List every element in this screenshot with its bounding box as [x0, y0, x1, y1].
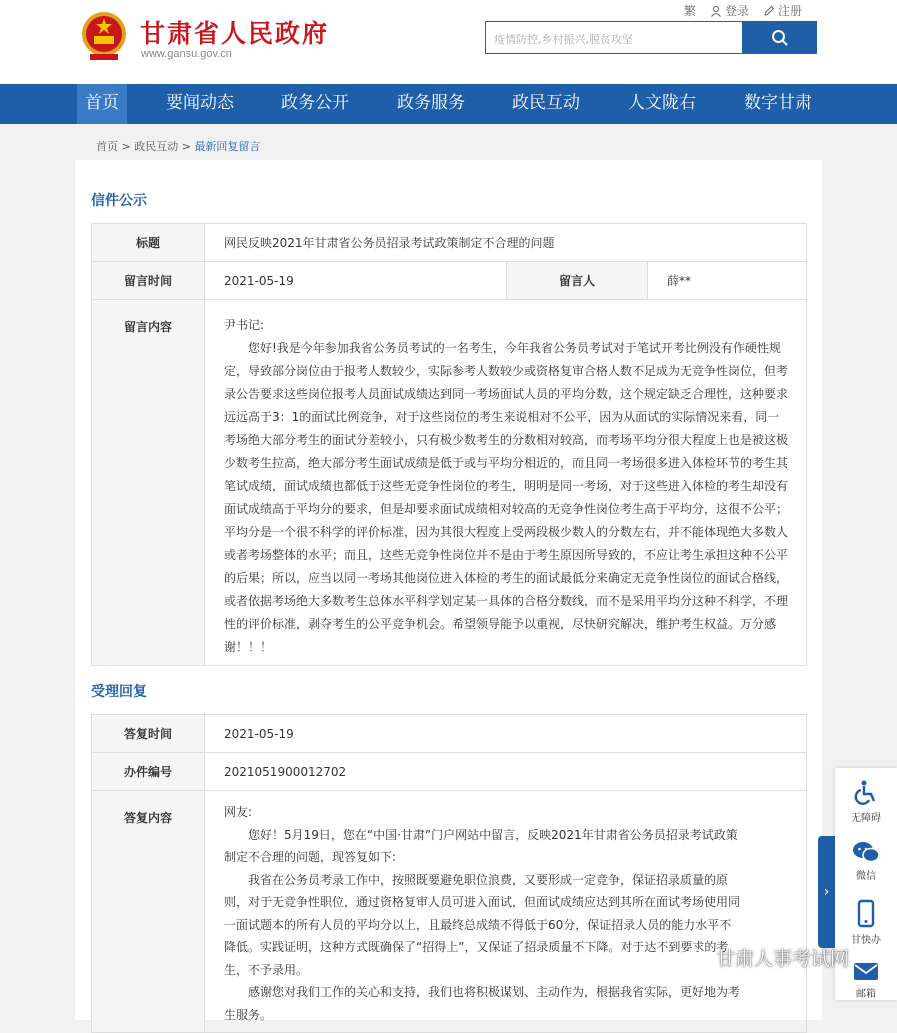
- site-title[interactable]: 甘肃省人民政府: [140, 19, 330, 48]
- sidebar-toggle[interactable]: [818, 836, 835, 948]
- reply-table: [91, 714, 807, 1033]
- letter-section-title: 信件公示: [91, 193, 147, 209]
- reply-content-label: 答复内容: [92, 791, 205, 1033]
- nav-item-news[interactable]: 要闻动态: [166, 93, 234, 113]
- message-time-value: 2021-05-19: [205, 262, 507, 300]
- message-content-label: 留言内容: [92, 300, 205, 666]
- title-label: 标题: [92, 224, 205, 262]
- reply-paragraph: 我省在公务员考录工作中，按照既要避免职位浪费，又要形成一定竞争，保证招录质量的原则，对于无竞争性职位，通过资格复审人员可进入面试，但面试成绩应达到其所在面试考场使用同一面试题本的所有人员的平均分以上，且最终总成绩不得低于60分，保证招录人员的能力水平不降低。实践证明，这种方式既确保了“招得上”，又保证了招录质量不下降。对于达不到要求的考生，不予录用。: [224, 872, 741, 977]
- user-icon: [710, 5, 722, 17]
- national-emblem-icon: [80, 10, 128, 62]
- pencil-icon: [763, 5, 775, 17]
- search-button[interactable]: [743, 21, 817, 54]
- wechat-icon: [852, 840, 880, 864]
- nav-item-open-gov[interactable]: 政务公开: [281, 93, 349, 113]
- register-label: 注册: [778, 4, 803, 18]
- breadcrumb-interaction[interactable]: 政民互动: [134, 140, 179, 153]
- mobile-phone-icon: [856, 900, 876, 928]
- wechat-label: 微信: [856, 871, 876, 882]
- author-label: 留言人: [507, 262, 648, 300]
- breadcrumb-current[interactable]: 最新回复留言: [194, 140, 261, 153]
- accessible-button[interactable]: [835, 780, 897, 824]
- wheelchair-icon: [854, 780, 878, 806]
- reply-content: [205, 791, 807, 1033]
- reply-section-title: 受理回复: [91, 684, 147, 700]
- accessible-label: 无障碍: [851, 813, 881, 824]
- site-domain: www.gansu.gov.cn: [141, 48, 232, 60]
- nav-item-home[interactable]: 首页: [77, 84, 127, 124]
- traditional-chinese-link[interactable]: [684, 2, 696, 19]
- register-link[interactable]: [763, 2, 802, 19]
- mail-label: 邮箱: [856, 989, 876, 1000]
- case-number-label: 办件编号: [92, 753, 205, 791]
- breadcrumb-separator: >: [178, 140, 195, 153]
- login-label: 登录: [725, 4, 750, 18]
- search-input[interactable]: [485, 21, 743, 54]
- chevron-right-icon: ›: [823, 884, 830, 900]
- case-number-value: 2021051900012702: [205, 753, 807, 791]
- message-body: 您好!我是今年参加我省公务员考试的一名考生，今年我省公务员考试对于笔试开考比例没有作硬性规定，导致部分岗位由于报考人数较少，实际参考人数较少或资格复审合格人数不足成为无竞争性岗位，但考录公告要求这些岗位报考人员面试成绩达到同一考场面试人员的平均分数，这个规定缺乏合理性，这种要求远远高于3：1的面试比例竞争，对于这些岗位的考生来说相对不公平，因为从面试的实际情况来看，同一考场绝大部分考生的面试分差较小，只有极少数考生的分数相对较高，而考场平均分很大程度上也是被这极少数考生拉高，绝大部分考生面试成绩是低于或与平均分相近的，而且同一考场很多进入体检环节的考生其笔试成绩，面试成绩也都低于这些无竞争性岗位的考生，明明是同一考场，对于这些进入体检的考生却没有面试成绩高于平均分的要求，但是却要求面试成绩相对较高的无竞争性岗位考生高于平均分，这很不公平；平均分是一个很不科学的评价标准，因为其很大程度上受两段极少数人的分数左右，并不能体现绝大多数人或者考场整体的水平；而且，这些无竞争性岗位并不是由于考生原因所导致的，不应让考生承担这种不公平的后果；所以，应当以同一考场其他岗位进入体检的考生的面试最低分来确定无竞争性岗位的面试合格线，或者依据考场绝大多数考生总体水平科学划定某一具体的合格分数线，而不是采用平均分这种不科学，不理性的评价标准，剥夺考生的公平竞争机会。希望领导能予以重视，尽快研究解决，维护考生权益。万分感谢！！！: [224, 341, 789, 654]
- main-nav: [0, 84, 897, 124]
- login-link[interactable]: [710, 2, 749, 19]
- breadcrumb-separator: >: [118, 140, 135, 153]
- wechat-button[interactable]: [835, 840, 897, 882]
- app-label: 甘快办: [851, 935, 881, 946]
- reply-greeting: 网友:: [224, 805, 253, 819]
- message-time-label: 留言时间: [92, 262, 205, 300]
- breadcrumb: [96, 138, 260, 154]
- nav-item-interaction[interactable]: 政民互动: [512, 93, 580, 113]
- search-icon: [771, 29, 789, 47]
- top-links: [684, 2, 802, 19]
- search-placeholder: 疫情防控,乡村振兴,脱贫攻坚: [494, 33, 633, 46]
- title-value: 网民反映2021年甘肃省公务员招录考试政策制定不合理的问题: [205, 224, 807, 262]
- reply-paragraph: 您好！5月19日，您在“中国·甘肃”门户网站中留言，反映2021年甘肃省公务员招录考试政策制定不合理的问题，现答复如下:: [224, 827, 738, 864]
- wechat-icon: [686, 948, 710, 968]
- site-header: [0, 0, 897, 84]
- reply-time-label: 答复时间: [92, 715, 205, 753]
- letter-table: [91, 223, 807, 666]
- watermark-text: 甘肃人事考试网: [716, 948, 850, 970]
- reply-time-value: 2021-05-19: [205, 715, 807, 753]
- breadcrumb-home[interactable]: 首页: [96, 140, 118, 153]
- author-value: 薛**: [648, 262, 807, 300]
- message-greeting: 尹书记:: [224, 318, 265, 332]
- app-button[interactable]: [835, 900, 897, 946]
- message-content: [205, 300, 807, 666]
- traditional-label: 繁: [684, 4, 697, 18]
- mail-icon: [853, 962, 879, 982]
- watermark: [686, 944, 849, 971]
- nav-item-digital[interactable]: 数字甘肃: [744, 93, 812, 113]
- nav-item-culture[interactable]: 人文陇右: [628, 93, 696, 113]
- reply-paragraph: 感谢您对我们工作的关心和支持，我们也将积极谋划、主动作为，根据我省实际，更好地为考生服务。: [224, 985, 741, 1022]
- nav-item-services[interactable]: 政务服务: [397, 93, 465, 113]
